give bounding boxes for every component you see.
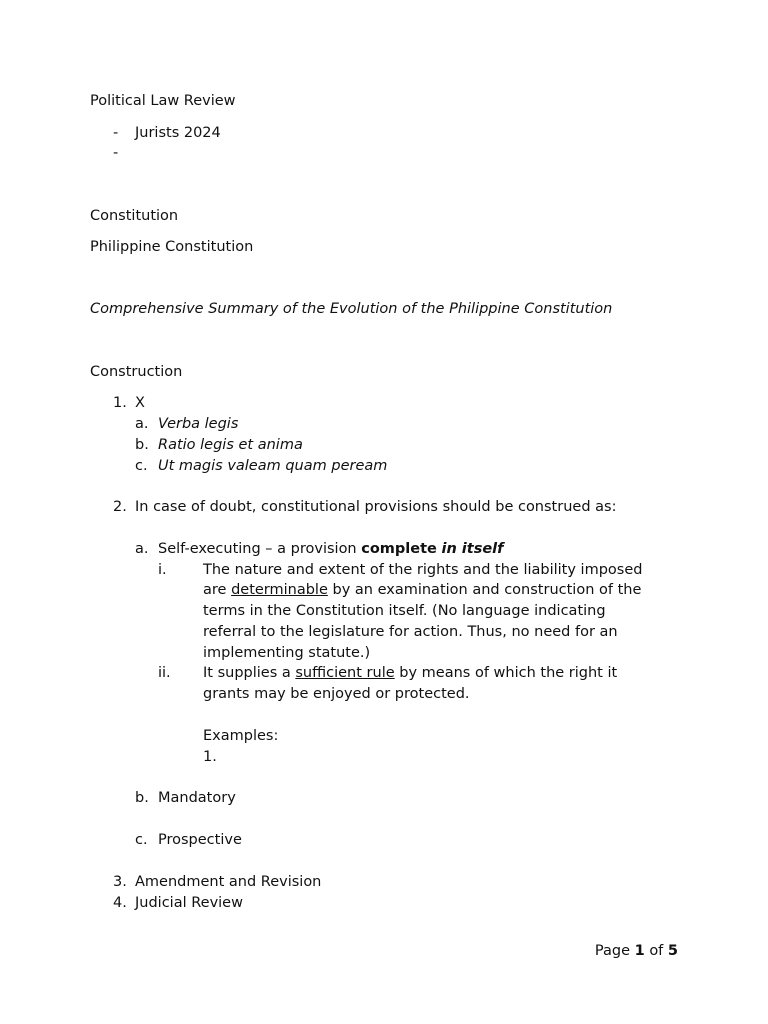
sub-marker: a. <box>135 416 149 432</box>
sub-marker: b. <box>135 790 149 806</box>
page-number-footer <box>595 941 678 962</box>
heading-philippine-constitution: Philippine Constitution <box>90 239 254 255</box>
sub-item-self-executing <box>158 539 503 560</box>
dash-marker: - <box>113 145 119 161</box>
list-marker: 1. <box>113 395 127 411</box>
examples-label: Examples: <box>203 728 279 744</box>
text-span: are <box>203 582 232 598</box>
underlined-determinable: determinable <box>231 582 328 598</box>
dash-item-text: Jurists 2024 <box>135 125 221 141</box>
sub-marker: c. <box>135 458 148 474</box>
dash-marker: - <box>113 125 119 141</box>
total-page-count: 5 <box>667 943 678 959</box>
text-span: by an examination and construction of the <box>327 582 642 598</box>
list-item-3: Amendment and Revision <box>135 874 322 890</box>
list-marker: 3. <box>113 874 127 890</box>
roman-ii-line <box>203 663 617 684</box>
sub-item-ratio-legis: Ratio legis et anima <box>158 437 303 453</box>
list-marker: 4. <box>113 895 127 911</box>
bold-complete: complete <box>361 541 437 557</box>
roman-i-line: referral to the legislature for action. Thus, no need for an <box>203 624 618 640</box>
sub-item-verba-legis: Verba legis <box>158 416 239 432</box>
heading-construction: Construction <box>90 364 183 380</box>
page-label: Page <box>594 943 630 959</box>
underlined-sufficient-rule: sufficient rule <box>295 665 395 681</box>
italic-summary-heading: Comprehensive Summary of the Evolution of the Philippine Constitution <box>90 301 613 317</box>
list-marker: 2. <box>113 499 127 515</box>
current-page-number: 1 <box>634 943 645 959</box>
roman-marker: ii. <box>158 665 171 681</box>
text-span: by means of which the right it <box>394 665 618 681</box>
list-item-4: Judicial Review <box>135 895 243 911</box>
sub-item-mandatory: Mandatory <box>158 790 236 806</box>
list-item-1: X <box>135 395 145 411</box>
roman-i-line: implementing statute.) <box>203 645 371 661</box>
list-item-2: In case of doubt, constitutional provisions should be construed as: <box>135 499 617 515</box>
roman-i-line <box>203 580 641 601</box>
of-label: of <box>649 943 664 959</box>
sub-item-prospective: Prospective <box>158 832 242 848</box>
sub-item-ut-magis: Ut magis valeam quam peream <box>158 458 388 474</box>
examples-first-item: 1. <box>203 749 217 765</box>
heading-constitution: Constitution <box>90 208 179 224</box>
sub-marker: a. <box>135 541 149 557</box>
roman-marker: i. <box>158 562 167 578</box>
bold-italic-in-itself: in itself <box>441 541 504 557</box>
self-executing-text: Self-executing – a provision <box>158 541 362 557</box>
sub-marker: c. <box>135 832 148 848</box>
roman-i-line: terms in the Constitution itself. (No language indicating <box>203 603 606 619</box>
roman-ii-line: grants may be enjoyed or protected. <box>203 686 470 702</box>
roman-i-line: The nature and extent of the rights and the liability imposed <box>203 562 643 578</box>
sub-marker: b. <box>135 437 149 453</box>
doc-title: Political Law Review <box>90 93 236 109</box>
text-span: It supplies a <box>203 665 296 681</box>
